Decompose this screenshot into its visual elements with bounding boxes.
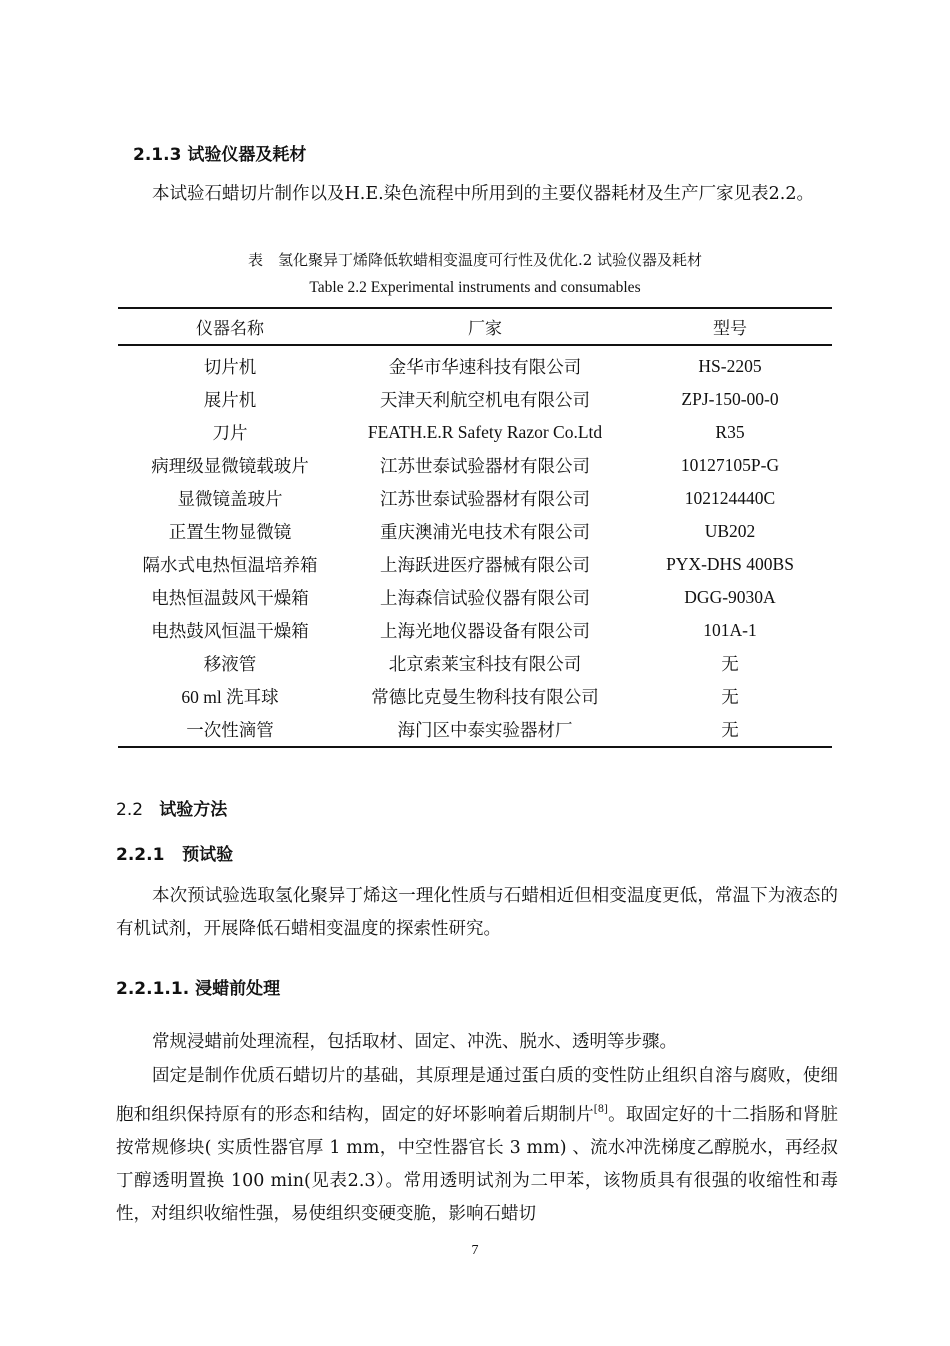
cell-manufacturer: 北京索莱宝科技有限公司 <box>388 654 582 674</box>
table-row <box>118 647 832 680</box>
pretreat-text-2b: 。取固定好的十二指肠和肾脏按常规修块( 实质性器官厚 1 mm，中空性器官长 3 mm) 、流水冲洗梯度乙醇脱水，再经叔丁醇透明置换 100 min(见表2.3）。常用透明试剂为二甲苯，该物质具有很强的收缩性和毒性，对组织收缩性强，易使组织变硬变脆，影响石蜡切 <box>116 1105 839 1224</box>
page-number: 7 <box>471 1243 479 1258</box>
header-instrument-name: 仪器名称 <box>118 308 342 345</box>
table-caption-cn: 表 氢化聚异丁烯降低软蜡相变温度可行性及优化.2 试验仪器及耗材 <box>247 251 703 269</box>
cell-model: 101A-1 <box>703 620 757 640</box>
table-row <box>118 713 832 747</box>
cell-manufacturer: 重庆澳浦光电技术有限公司 <box>380 522 590 542</box>
table-row <box>118 416 832 449</box>
cell-manufacturer: 上海光地仪器设备有限公司 <box>380 621 590 641</box>
cell-model: 无 <box>721 654 739 674</box>
table-row <box>118 614 832 647</box>
table-row <box>118 515 832 548</box>
instruments-table <box>118 307 832 748</box>
section-number: 2.2 <box>116 800 144 820</box>
table-body <box>118 345 832 747</box>
cell-instrument-name: 正置生物显微镜 <box>168 522 292 542</box>
cell-model: DGG-9030A <box>684 587 776 607</box>
pretreat-text-1: 常规浸蜡前处理流程，包括取材、固定、冲洗、脱水、透明等步骤。 <box>152 1032 677 1052</box>
cell-instrument-name: 病理级显微镜载玻片 <box>151 456 309 476</box>
pretest-text: 本次预试验选取氢化聚异丁烯这一理化性质与石蜡相近但相变温度更低，常温下为液态的有机试剂，开展降低石蜡相变温度的探索性研究。 <box>116 886 838 939</box>
table-caption-en: Table 2.2 Experimental instruments and consumables <box>309 279 641 296</box>
pretest-paragraph <box>116 880 838 946</box>
table-row <box>118 345 832 383</box>
section-heading-2-1-3: 2.1.3 试验仪器及耗材 <box>133 145 307 165</box>
cell-instrument-name: 电热恒温鼓风干燥箱 <box>151 588 309 608</box>
cell-manufacturer: FEATH.E.R Safety Razor Co.Ltd <box>367 422 603 442</box>
table-row <box>118 680 832 713</box>
cell-model: UB202 <box>704 521 756 541</box>
cell-model: 10127105P-G <box>680 455 780 475</box>
cell-manufacturer: 天津天利航空机电有限公司 <box>380 390 590 410</box>
header-model: 型号 <box>628 308 832 345</box>
pretreat-paragraph-1 <box>116 1026 838 1059</box>
cell-manufacturer: 上海跃进医疗器械有限公司 <box>380 555 590 575</box>
section-number: 2.2.1 <box>116 845 165 865</box>
cell-instrument-name: 刀片 <box>212 423 248 443</box>
pretreat-paragraph-2 <box>116 1060 838 1231</box>
cell-model: ZPJ-150-00-0 <box>681 389 779 409</box>
section-heading-2-2 <box>116 795 227 820</box>
header-manufacturer: 厂家 <box>342 308 628 345</box>
section-heading-2-2-1 <box>116 840 233 865</box>
pretreat-text-2a: 固定是制作优质石蜡切片的基础，其原理是通过蛋白质的变性防止组织自溶与腐败，使细胞和组织保持原有的形态和结构，固定的好坏影响着后期制片 <box>116 1066 838 1125</box>
cell-instrument-name: 显微镜盖玻片 <box>177 489 283 509</box>
cell-instrument-name: 一次性滴管 <box>118 713 342 747</box>
cell-instrument-name: 隔水式电热恒温培养箱 <box>142 555 318 575</box>
cell-manufacturer: 海门区中泰实验器材厂 <box>342 713 628 747</box>
table-row <box>118 548 832 581</box>
table-row <box>118 449 832 482</box>
cell-model: 102124440C <box>684 488 776 508</box>
cell-manufacturer: 金华市华速科技有限公司 <box>388 357 582 377</box>
intro-paragraph <box>116 178 838 211</box>
cell-instrument-name: 电热鼓风恒温干燥箱 <box>151 621 309 641</box>
section-title: 试验方法 <box>159 800 228 820</box>
cell-model: PYX-DHS 400BS <box>666 554 794 574</box>
cell-model: R35 <box>715 422 745 442</box>
cell-manufacturer: 江苏世泰试验器材有限公司 <box>380 456 590 476</box>
cell-manufacturer: 上海森信试验仪器有限公司 <box>380 588 590 608</box>
section-heading-2-2-1-1: 2.2.1.1. 浸蜡前处理 <box>116 979 281 999</box>
table-row <box>118 383 832 416</box>
table-header-row <box>118 308 832 345</box>
table-row <box>118 482 832 515</box>
section-title: 预试验 <box>182 845 234 865</box>
table-row <box>118 581 832 614</box>
citation-ref: [8] <box>593 1104 608 1115</box>
cell-instrument-name: 60 ml 洗耳球 <box>181 687 279 707</box>
cell-model: 无 <box>721 687 739 707</box>
cell-manufacturer: 江苏世泰试验器材有限公司 <box>380 489 590 509</box>
cell-manufacturer: 常德比克曼生物科技有限公司 <box>371 687 599 707</box>
cell-instrument-name: 移液管 <box>203 654 257 674</box>
cell-model: 无 <box>628 713 832 747</box>
cell-instrument-name: 展片机 <box>203 390 257 410</box>
cell-instrument-name: 切片机 <box>203 357 257 377</box>
cell-model: HS-2205 <box>698 356 762 376</box>
intro-text: 本试验石蜡切片制作以及H.E.染色流程中所用到的主要仪器耗材及生产厂家见表2.2。 <box>152 184 814 204</box>
